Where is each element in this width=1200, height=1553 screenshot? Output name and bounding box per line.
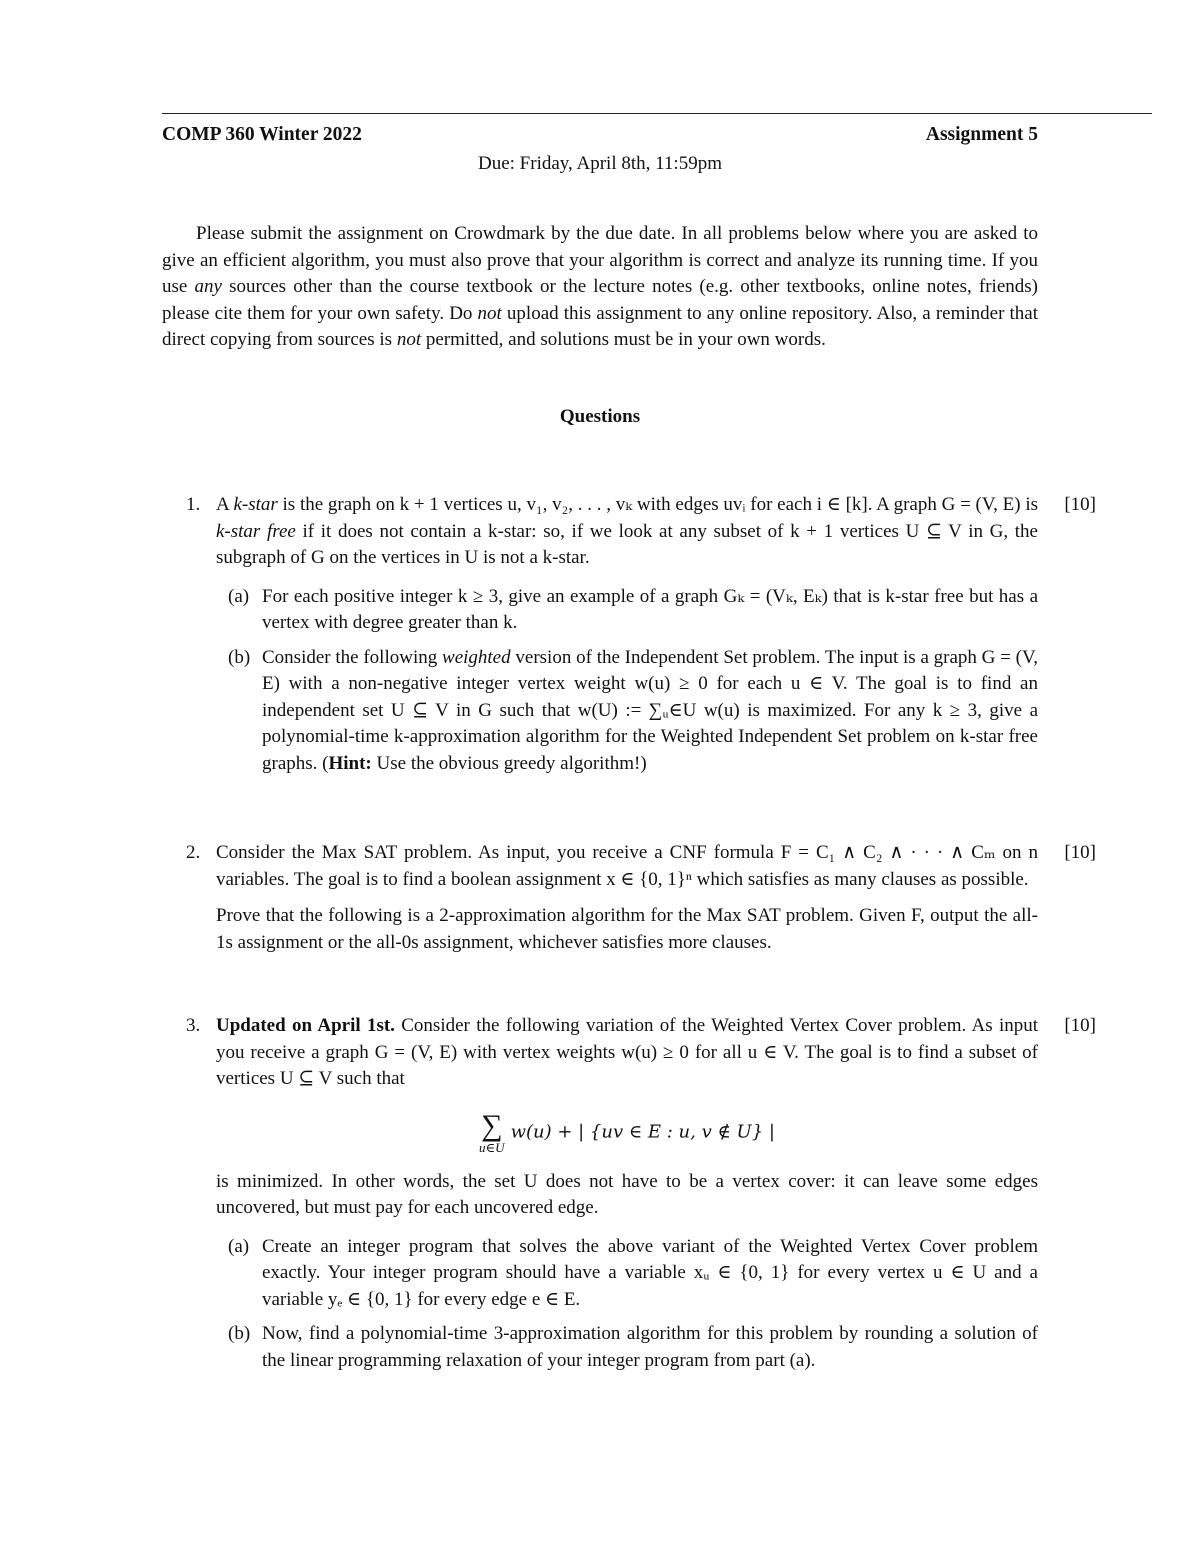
question-number: 1. [186,494,201,515]
q1-term-kstar: k-star [233,494,278,515]
subpart-text [262,645,1038,778]
question-continuation: is minimized. In other words, the set U does not have to be a vertex cover: it can leave some edges uncovered, but must pay for each uncovered edge. [216,1170,1038,1218]
q1b-term-weighted: weighted [442,646,511,668]
q1-text-1: A [216,494,234,515]
q1b-text-1: Consider the following [262,646,443,668]
intro-emph-any: any [194,276,222,297]
question-statement [216,1013,1038,1093]
subpart-text: Now, find a polynomial-time 3-approximation algorithm for this problem by rounding a solution of the linear programming relaxation of your integer program from part (a). [262,1323,1038,1371]
subpart-a [216,584,1038,637]
document-header [162,122,1038,177]
subpart-a [216,1234,1038,1314]
question-points: [10] [1064,842,1096,863]
subpart-label: (b) [228,646,251,668]
due-date: Due: Friday, April 8th, 11:59pm [478,152,722,174]
formula-expression: w(u) + | {uv ∈ E : u, v ∉ U} | [510,1121,775,1143]
q1b-text-3: Use the obvious greedy algorithm!) [371,752,647,774]
subpart-label: (b) [228,1323,251,1344]
subpart-label: (a) [228,585,250,607]
intro-text-1: Please submit the assignment on Crowdmark by the due date. In all problems below where you are asked to give an efficient algorithm, you must also prove that your algorithm is correct and analyze its running time. If you use [162,223,1038,297]
subpart-text: For each positive integer k ≥ 3, give an example of a graph Gₖ = (Vₖ, Eₖ) that is k-star free but has a vertex with degree greater than k. [262,585,1038,633]
intro-paragraph [162,221,1038,354]
q1-text-2: is the graph on k + 1 vertices u, v₁, v₂, . . . , vₖ with edges uvᵢ for each i ∈ [k]. A graph G = (V, E) is [277,494,1039,515]
update-note: Updated on April 1st. [216,1015,395,1036]
section-title: Questions [559,406,641,427]
question-body [216,1013,1038,1374]
question-points: [10] [1064,1015,1096,1036]
q1b-text-2: version of the Independent Set problem. The input is a graph G = (V, E) with a non-negative integer vertex weight w(u) ≥ 0 for each u ∈ V. The goal is to find an independent set U ⊆ V in G such that w(U) := ∑ᵤ∈U w(u) is maximized. For any k ≥ 3, give a polynomial-time k-approximation algorithm for the Weighted Independent Set problem on k-star free graphs. ( [262,646,1038,774]
q1b-hint-label: Hint: [328,752,372,774]
question-number: 2. [186,842,201,863]
question-body [216,492,1038,777]
question-task: Prove that the following is a 2-approximation algorithm for the Max SAT problem. Given F, output the all-1s assignment or the all-0s assignment, whichever satisfies more clauses. [216,905,1038,953]
subpart-text: Create an integer program that solves the above variant of the Weighted Vertex Cover problem exactly. Your integer program should have a variable xᵤ ∈ {0, 1} for every vertex u ∈ U and a variable yₑ ∈ {0, 1} for every edge e ∈ E. [262,1235,1038,1310]
intro-text-3: upload this assignment to any online repository. Also, a reminder that direct copying from sources is [162,302,1038,350]
question-points: [10] [1064,494,1096,515]
subpart-b [216,1321,1038,1374]
intro-text-2: sources other than the course textbook or the lecture notes (e.g. other textbooks, online notes, friends) please cite them for your own safety. Do [162,276,1038,324]
intro-emph-not-2: not [396,329,422,350]
question-statement [216,492,1038,572]
q1-term-kstar-free: k-star free [216,520,296,542]
intro-emph-not-1: not [477,302,502,324]
summation-operator [479,1108,505,1155]
course-title: COMP 360 Winter 2022 [162,124,362,145]
q1-text-3: if it does not contain a k-star: so, if we look at any subset of k + 1 vertices U ⊆ V in G, the subgraph of G on the vertices in U is not a k-star. [216,520,1038,568]
intro-text-4: permitted, and solutions must be in your own words. [421,329,826,350]
question-statement: Consider the Max SAT problem. As input, you receive a CNF formula F = C₁ ∧ C₂ ∧ · · · ∧ Cₘ on n variables. The goal is to find a boolean assignment x ∈ {0, 1}ⁿ which satisfies as many clauses as possible. [216,842,1039,890]
subpart-b [216,645,1038,778]
header-rule [162,113,1152,114]
sum-symbol: ∑ [481,1108,503,1142]
sum-index: u∈U [479,1139,505,1155]
display-formula [216,1108,1038,1155]
question-body [216,840,1038,956]
subpart-label: (a) [228,1235,250,1257]
question-number: 3. [186,1015,201,1036]
q3-text-1: Consider the following variation of the Weighted Vertex Cover problem. As input you receive a graph G = (V, E) with vertex weights w(u) ≥ 0 for all u ∈ V. The goal is to find a subset of vertices U ⊆ V such that [216,1015,1038,1089]
assignment-title: Assignment 5 [925,124,1038,145]
